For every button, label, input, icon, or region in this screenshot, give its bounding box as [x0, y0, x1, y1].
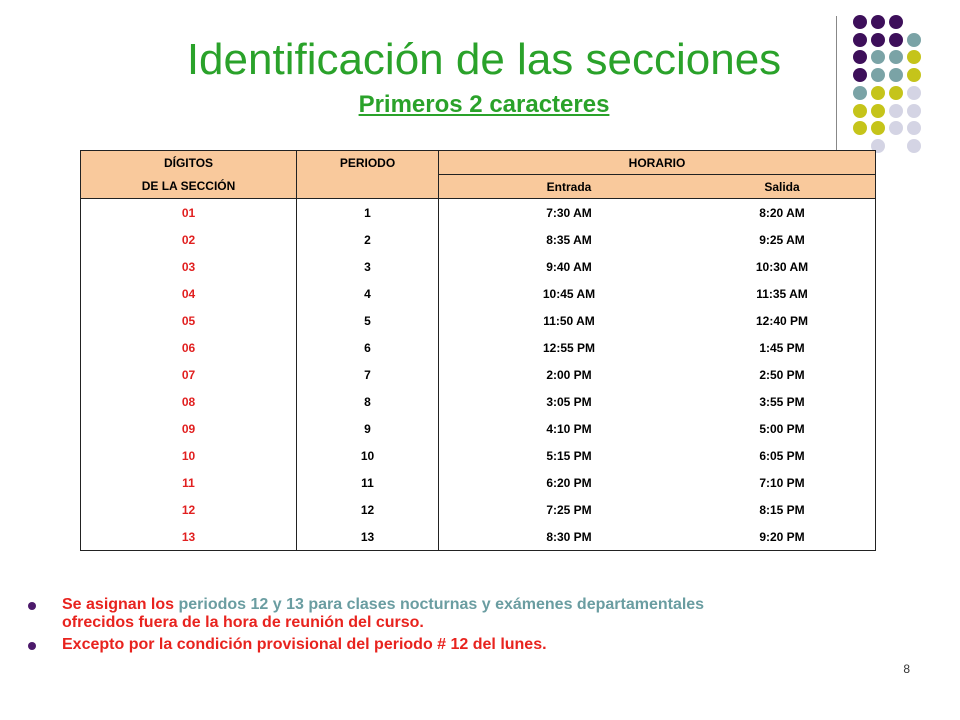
table-row	[81, 388, 876, 415]
cell-entry-time: 8:30 PM	[439, 523, 680, 551]
note-item-1	[28, 596, 908, 632]
header-schedule: HORARIO	[439, 151, 876, 175]
cell-section-digits: 03	[81, 253, 297, 280]
lavender-dot-icon	[907, 104, 921, 118]
cell-period: 9	[297, 415, 439, 442]
purple-dot-icon	[853, 50, 867, 64]
cell-entry-time: 4:10 PM	[546, 421, 592, 436]
page-number: 8	[903, 662, 910, 676]
notes-list	[28, 596, 908, 658]
cell-exit-time: 9:25 AM	[679, 226, 876, 253]
cell-exit-time: 11:35 AM	[679, 280, 876, 307]
cell-entry-time: 9:40 AM	[546, 259, 592, 274]
cell-period: 12	[297, 496, 439, 523]
cell-exit-time: 12:40 PM	[679, 307, 876, 334]
purple-dot-icon	[853, 33, 867, 47]
cell-period: 13	[297, 523, 439, 551]
cell-section-digits: 11	[81, 469, 297, 496]
cell-section-digits: 06	[81, 334, 297, 361]
table-row	[81, 307, 876, 334]
lavender-dot-icon	[907, 121, 921, 135]
olive-dot-icon	[871, 104, 885, 118]
table-row	[81, 523, 876, 551]
cell-entry-time: 2:00 PM	[546, 367, 592, 382]
bullet-dot-icon	[28, 602, 36, 610]
slide-subtitle: Primeros 2 caracteres	[358, 91, 610, 118]
cell-section-digits: 02	[81, 226, 297, 253]
teal-dot-icon	[853, 86, 867, 100]
table-header-row-2	[81, 175, 876, 199]
cell-period: 4	[297, 280, 439, 307]
cell-section-digits: 10	[81, 442, 297, 469]
table-row	[81, 469, 876, 496]
cell-section-digits: 09	[81, 415, 297, 442]
olive-dot-icon	[889, 86, 903, 100]
cell-section-digits: 04	[81, 280, 297, 307]
slide-title: Identificación de las secciones	[186, 35, 782, 84]
cell-period: 7	[297, 361, 439, 388]
purple-dot-icon	[889, 33, 903, 47]
header-digits-line2: DE LA SECCIÓN	[81, 175, 297, 199]
cell-entry-time: 12:55 PM	[542, 340, 596, 355]
cell-entry-time: 7:30 AM	[546, 205, 592, 220]
olive-dot-icon	[907, 50, 921, 64]
note-1-start: Se asignan los	[62, 596, 179, 613]
table-row	[81, 334, 876, 361]
teal-dot-icon	[871, 68, 885, 82]
bullet-dot-icon	[28, 642, 36, 650]
lavender-dot-icon	[907, 139, 921, 153]
cell-section-digits: 01	[81, 199, 297, 227]
decorative-dot-grid	[0, 0, 960, 160]
cell-exit-time: 6:05 PM	[679, 442, 876, 469]
header-exit: Salida	[679, 175, 876, 199]
note-1-end: ofrecidos fuera de la hora de reunión del curso.	[62, 614, 424, 631]
note-item-2	[28, 636, 908, 654]
table-row	[81, 253, 876, 280]
purple-dot-icon	[889, 15, 903, 29]
olive-dot-icon	[853, 104, 867, 118]
teal-dot-icon	[889, 68, 903, 82]
note-2-text: Excepto por la condición provisional del periodo # 12 del lunes.	[62, 636, 547, 653]
cell-entry-time: 6:20 PM	[546, 475, 592, 490]
table-row	[81, 199, 876, 227]
table-row	[81, 280, 876, 307]
note-1-highlight: periodos 12 y 13 para clases nocturnas y exámenes departamentales	[178, 596, 705, 613]
table-row	[81, 226, 876, 253]
cell-exit-time: 2:50 PM	[679, 361, 876, 388]
cell-period: 10	[297, 442, 439, 469]
cell-exit-time: 8:15 PM	[679, 496, 876, 523]
table-row	[81, 361, 876, 388]
olive-dot-icon	[907, 68, 921, 82]
cell-period: 1	[297, 199, 439, 227]
cell-period: 2	[297, 226, 439, 253]
cell-period: 11	[297, 469, 439, 496]
header-period-cont	[297, 175, 439, 199]
cell-exit-time: 1:45 PM	[679, 334, 876, 361]
cell-exit-time: 7:10 PM	[679, 469, 876, 496]
table-row	[81, 496, 876, 523]
schedule-table	[80, 150, 876, 551]
olive-dot-icon	[853, 121, 867, 135]
lavender-dot-icon	[907, 86, 921, 100]
cell-period: 5	[297, 307, 439, 334]
cell-entry-time: 7:25 PM	[546, 502, 592, 517]
lavender-dot-icon	[889, 104, 903, 118]
table-row	[81, 442, 876, 469]
cell-section-digits: 12	[81, 496, 297, 523]
cell-entry-time: 5:15 PM	[546, 448, 592, 463]
cell-exit-time: 10:30 AM	[679, 253, 876, 280]
purple-dot-icon	[853, 15, 867, 29]
header-digits-line1: DÍGITOS	[81, 151, 297, 175]
cell-exit-time: 9:20 PM	[679, 523, 876, 551]
cell-section-digits: 07	[81, 361, 297, 388]
table-row	[81, 415, 876, 442]
olive-dot-icon	[871, 86, 885, 100]
cell-entry-time: 8:35 AM	[546, 232, 592, 247]
cell-section-digits: 05	[81, 307, 297, 334]
cell-exit-time: 5:00 PM	[679, 415, 876, 442]
teal-dot-icon	[889, 50, 903, 64]
table-header-row-1	[81, 151, 876, 175]
header-period: PERIODO	[297, 151, 439, 175]
lavender-dot-icon	[889, 121, 903, 135]
cell-entry-time: 3:05 PM	[546, 394, 592, 409]
teal-dot-icon	[907, 33, 921, 47]
purple-dot-icon	[853, 68, 867, 82]
cell-exit-time: 8:20 AM	[679, 199, 876, 227]
cell-period: 8	[297, 388, 439, 415]
cell-entry-time: 10:45 AM	[542, 286, 596, 301]
cell-period: 6	[297, 334, 439, 361]
cell-section-digits: 13	[81, 523, 297, 551]
cell-exit-time: 3:55 PM	[679, 388, 876, 415]
cell-period: 3	[297, 253, 439, 280]
purple-dot-icon	[871, 15, 885, 29]
olive-dot-icon	[871, 121, 885, 135]
teal-dot-icon	[871, 50, 885, 64]
cell-section-digits: 08	[81, 388, 297, 415]
header-entry: Entrada	[439, 175, 680, 199]
purple-dot-icon	[871, 33, 885, 47]
cell-entry-time: 11:50 AM	[543, 313, 595, 328]
